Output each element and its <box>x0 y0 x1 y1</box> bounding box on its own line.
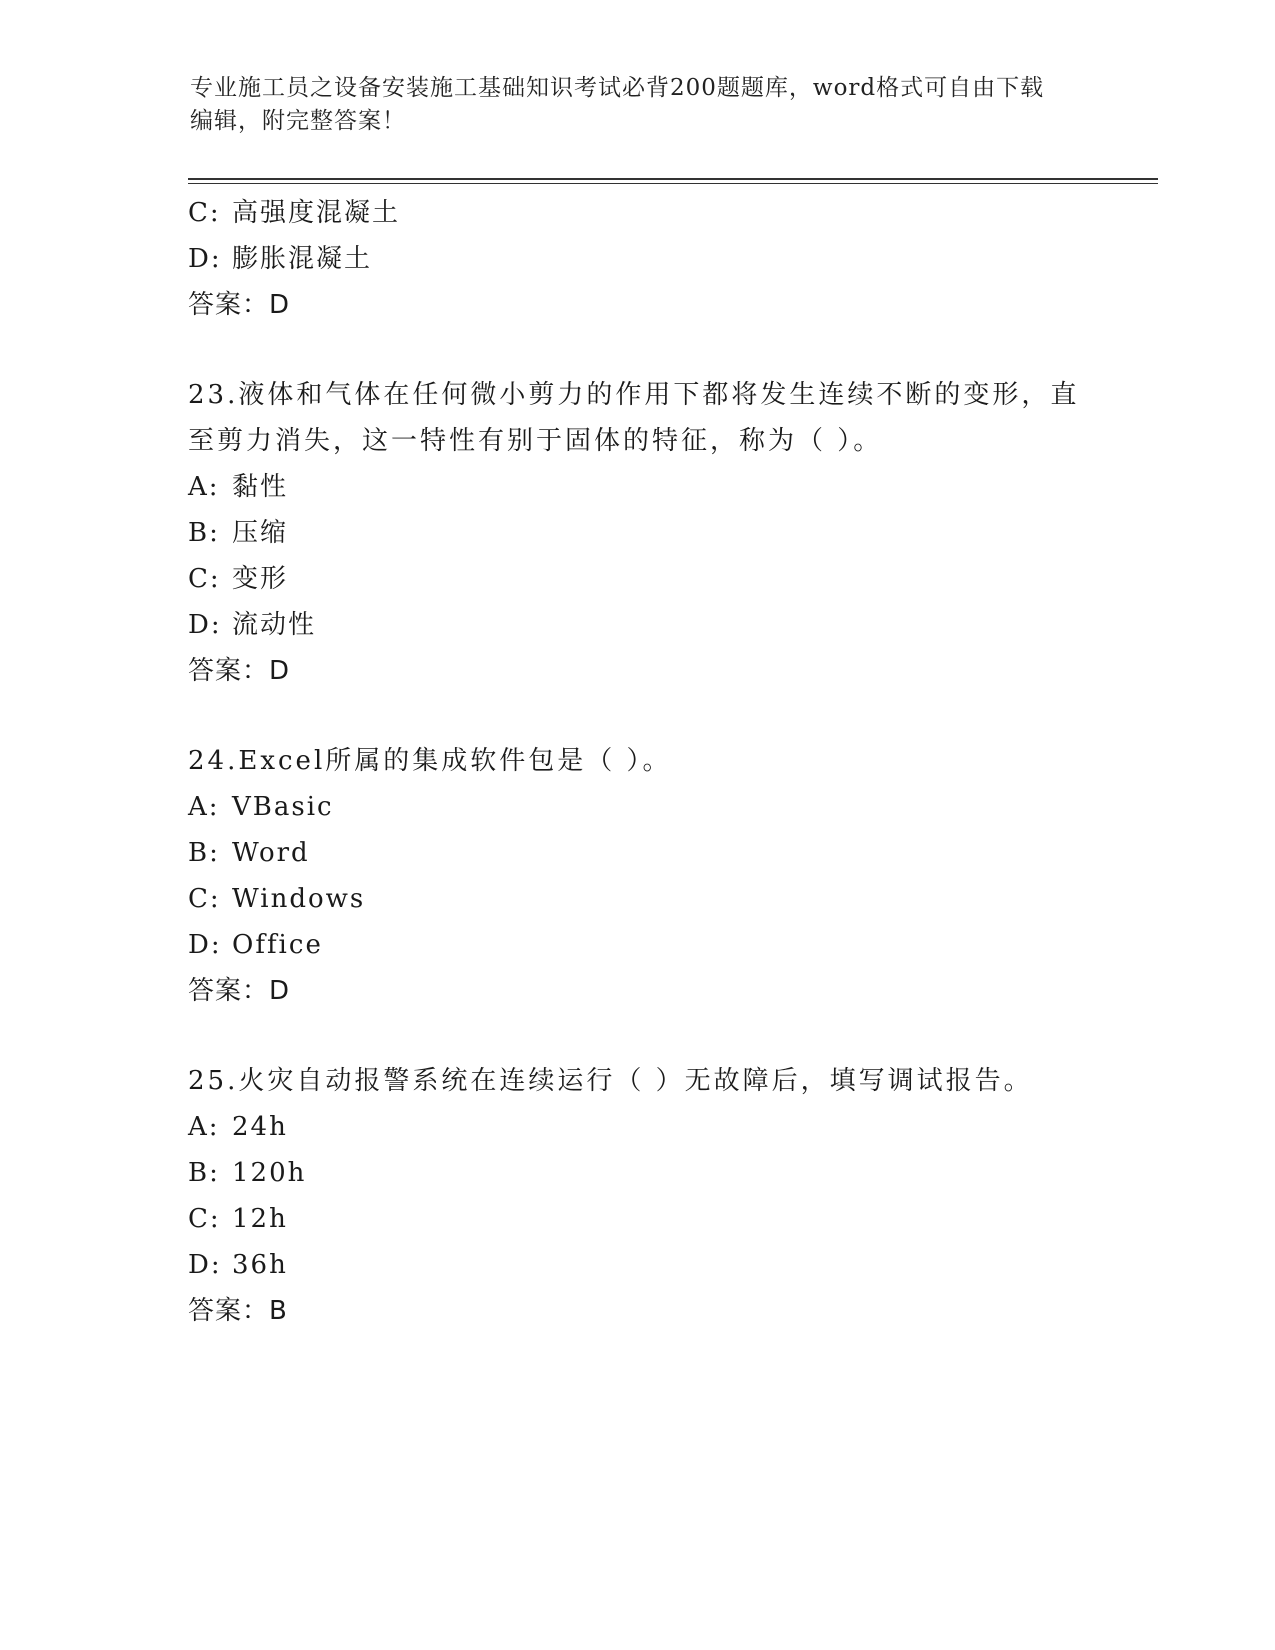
option-a <box>188 1104 1088 1150</box>
option-key: A: <box>188 1112 220 1142</box>
question-text-line-1: 24.Excel所属的集成软件包是（ ）。 <box>188 746 672 776</box>
option-text: Windows <box>232 884 366 914</box>
option-key: C: <box>188 198 221 228</box>
option-text: 36h <box>232 1250 288 1280</box>
question-24 <box>188 738 1088 1014</box>
question-text-line-1: 25.火灾自动报警系统在连续运行（ ）无故障后，填写调试报告。 <box>188 1066 1033 1096</box>
option-text: 120h <box>232 1158 307 1188</box>
option-b <box>188 830 1088 876</box>
option-text: 12h <box>232 1204 288 1234</box>
option-d <box>188 236 1088 282</box>
option-text: 流动性 <box>232 610 317 640</box>
option-a <box>188 784 1088 830</box>
spacer <box>188 1014 1088 1058</box>
option-key: D: <box>188 1250 222 1280</box>
option-key: C: <box>188 564 221 594</box>
option-text: VBasic <box>232 792 334 822</box>
option-text: 高强度混凝土 <box>232 198 401 228</box>
option-b <box>188 1150 1088 1196</box>
answer-line: 答案：D <box>188 976 291 1006</box>
option-text: 黏性 <box>232 472 289 502</box>
spacer <box>188 694 1088 738</box>
option-key: B: <box>188 1158 220 1188</box>
question-text-line-1: 23.液体和气体在任何微小剪力的作用下都将发生连续不断的变形，直 <box>188 380 1080 410</box>
document-body <box>188 190 1088 1334</box>
option-d <box>188 922 1088 968</box>
option-key: D: <box>188 244 222 274</box>
option-key: A: <box>188 792 220 822</box>
answer-line: 答案：B <box>188 1296 288 1326</box>
question-23 <box>188 372 1088 694</box>
spacer <box>188 328 1088 372</box>
option-text: Word <box>232 838 310 868</box>
answer-line: 答案：D <box>188 290 291 320</box>
header-rule-thin <box>188 183 1158 184</box>
document-header <box>190 72 1070 138</box>
question-22 <box>188 190 1088 328</box>
option-text: Office <box>232 930 323 960</box>
option-key: C: <box>188 1204 221 1234</box>
option-d <box>188 602 1088 648</box>
header-rule-thick <box>188 178 1158 180</box>
header-line-1: 专业施工员之设备安装施工基础知识考试必背200题题库，word格式可自由下载 <box>190 75 1045 101</box>
option-c <box>188 556 1088 602</box>
answer-line: 答案：D <box>188 656 291 686</box>
option-c <box>188 1196 1088 1242</box>
option-c <box>188 190 1088 236</box>
option-text: 膨胀混凝土 <box>232 244 373 274</box>
option-c <box>188 876 1088 922</box>
option-key: D: <box>188 610 222 640</box>
option-b <box>188 510 1088 556</box>
option-key: B: <box>188 838 220 868</box>
question-25 <box>188 1058 1088 1334</box>
option-key: D: <box>188 930 222 960</box>
option-text: 24h <box>232 1112 288 1142</box>
header-line-2: 编辑，附完整答案！ <box>190 108 406 134</box>
option-a <box>188 464 1088 510</box>
option-text: 变形 <box>232 564 289 594</box>
question-text-line-2: 至剪力消失，这一特性有别于固体的特征，称为（ ）。 <box>188 426 883 456</box>
option-text: 压缩 <box>232 518 289 548</box>
option-key: A: <box>188 472 220 502</box>
option-key: C: <box>188 884 221 914</box>
option-key: B: <box>188 518 220 548</box>
option-d <box>188 1242 1088 1288</box>
